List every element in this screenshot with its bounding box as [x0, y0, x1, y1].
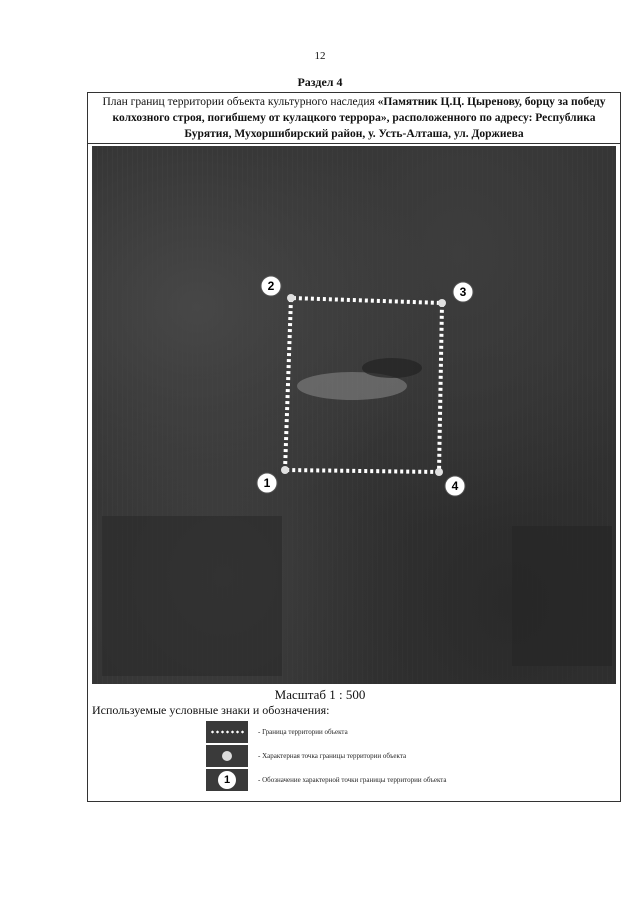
legend-swatch-point	[206, 745, 248, 767]
boundary-point-1	[281, 466, 289, 474]
legend-item-point-label	[206, 769, 546, 791]
point-label-3: 3	[459, 285, 467, 299]
plan-title-bold: «Памятник Ц.Ц. Цыренову, борцу за победу колхозного строя, погибшему от кулацкого террора», расположенного по адресу: Республика Бурятия, Мухоршибирский район, у. Усть-Алташа, ул. Доржиева	[112, 96, 606, 140]
section-title: Раздел 4	[297, 75, 343, 89]
legend-heading: Используемые условные знаки и обозначения:	[92, 703, 330, 717]
point-dot-icon	[222, 751, 232, 761]
legend-swatch-point-label	[206, 769, 248, 791]
boundary-point-2	[287, 294, 295, 302]
point-label-1: 1	[263, 476, 271, 490]
point-label-2: 2	[267, 279, 275, 293]
boundary-overlay	[92, 146, 616, 684]
point-marker-4	[445, 476, 465, 496]
boundary-point-3	[438, 299, 446, 307]
legend-swatch-boundary	[206, 721, 248, 743]
point-label-4: 4	[451, 479, 459, 493]
dotted-line-icon	[210, 730, 244, 734]
point-marker-2	[261, 276, 281, 296]
legend-text: - Обозначение характерной точки границы территории объекта	[258, 776, 447, 784]
point-marker-1	[257, 473, 277, 493]
boundary-point-4	[435, 468, 443, 476]
page-number: 12	[314, 50, 326, 62]
legend-item-boundary	[206, 721, 546, 743]
ground-patch	[512, 526, 612, 666]
ground-patch	[102, 516, 282, 676]
map-scale: Масштаб 1 : 500	[274, 687, 366, 702]
point-marker-3	[453, 282, 473, 302]
plan-title-prefix: План границ территории объекта культурного наследия	[102, 96, 378, 108]
monument-shadow	[362, 358, 422, 378]
legend-text: - Граница территории объекта	[258, 728, 348, 736]
legend-item-point	[206, 745, 546, 767]
plan-title	[87, 92, 621, 144]
numbered-marker-icon: 1	[218, 771, 236, 789]
legend-text: - Характерная точка границы территории объекта	[258, 752, 407, 760]
aerial-map	[92, 146, 616, 684]
